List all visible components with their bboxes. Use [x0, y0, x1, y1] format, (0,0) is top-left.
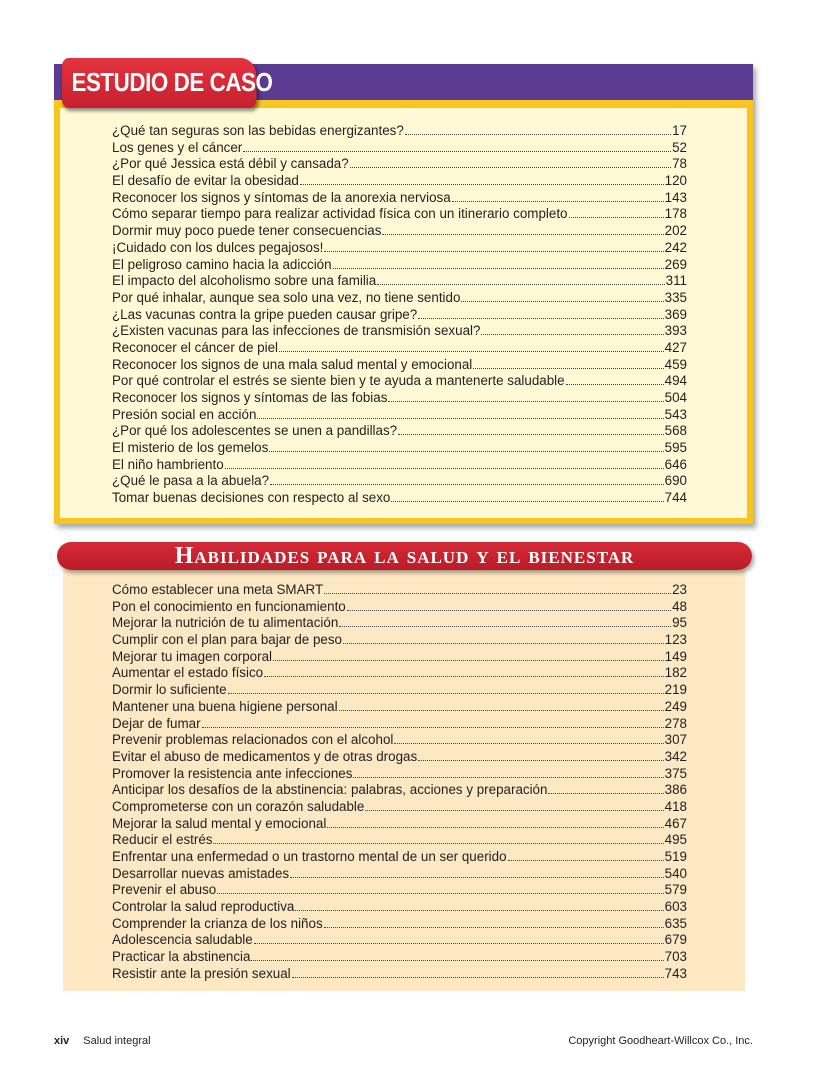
case-study-entry[interactable]	[112, 257, 687, 274]
skills-entry-page: 635	[664, 915, 687, 931]
dot-leader	[461, 291, 663, 302]
footer-left	[54, 1035, 151, 1047]
skills-entry[interactable]	[112, 582, 687, 599]
case-study-entry[interactable]	[112, 140, 687, 157]
case-study-border-right	[747, 100, 753, 524]
dot-leader	[269, 441, 663, 452]
skills-entry[interactable]	[112, 849, 687, 866]
skills-entry-page: 249	[664, 698, 687, 714]
skills-entry-page: 182	[664, 665, 687, 681]
dot-leader	[217, 883, 663, 894]
case-study-entry-page: 17	[672, 123, 687, 138]
case-study-entry-title: ¿Las vacunas contra la gripe pueden causar gripe?	[112, 306, 418, 322]
case-study-entry-title: Presión social en acción	[112, 406, 257, 422]
case-study-entry-page: 459	[664, 356, 687, 372]
skills-entry-title: Evitar el abuso de medicamentos y de otras drogas	[112, 748, 418, 764]
case-study-entry-title: ¿Por qué los adolescentes se unen a pandillas?	[112, 423, 398, 439]
case-study-entry-title: Por qué inhalar, aunque sea solo una vez, no tiene sentido	[112, 289, 461, 305]
skills-entry[interactable]	[112, 682, 687, 699]
skills-entry-page: 342	[664, 748, 687, 764]
skills-entry-page: 679	[664, 932, 687, 948]
case-study-entry-page: 202	[664, 223, 687, 239]
dot-leader	[228, 683, 664, 694]
skills-entry-title: Prevenir problemas relacionados con el alcohol	[112, 732, 394, 748]
case-study-entry[interactable]	[112, 440, 687, 457]
dot-leader	[339, 616, 671, 627]
case-study-entry[interactable]	[112, 390, 687, 407]
skills-entry[interactable]	[112, 615, 687, 632]
case-study-entry-title: El niño hambriento	[112, 456, 224, 472]
skills-entry[interactable]	[112, 949, 687, 966]
skills-entry[interactable]	[112, 816, 687, 833]
case-study-entry-page: 690	[664, 473, 687, 489]
dot-leader	[569, 207, 664, 218]
case-study-entry[interactable]	[112, 223, 687, 240]
case-study-entry-title: Cómo separar tiempo para realizar actividad física con un itinerario completo	[112, 206, 568, 222]
dot-leader	[343, 633, 664, 644]
case-study-entry[interactable]	[112, 123, 687, 140]
case-study-border-bottom	[54, 518, 753, 524]
case-study-entry-title: Dormir muy poco puede tener consecuencias	[112, 223, 382, 239]
skills-entry-page: 307	[664, 732, 687, 748]
case-study-entry-page: 595	[664, 440, 687, 456]
case-study-entry-title: Tomar buenas decisiones con respecto al sexo	[112, 490, 391, 506]
case-study-entry-title: ¡Cuidado con los dulces pegajosos!	[112, 239, 324, 255]
dot-leader	[388, 391, 663, 402]
case-study-entry-page: 242	[664, 239, 687, 255]
skills-entry-title: Prevenir el abuso	[112, 882, 217, 898]
dot-leader	[243, 141, 671, 152]
case-study-entry-page: 543	[664, 406, 687, 422]
skills-entry-title: Dormir lo suficiente	[112, 682, 227, 698]
skills-entry-title: Cómo establecer una meta SMART	[112, 582, 324, 597]
case-study-entry-title: El desafío de evitar la obesidad	[112, 173, 299, 189]
dot-leader	[279, 341, 664, 352]
dot-leader	[418, 308, 663, 319]
dot-leader	[213, 833, 663, 844]
dot-leader	[347, 600, 671, 611]
case-study-title: ESTUDIO DE CASO	[62, 58, 256, 108]
skills-entry[interactable]	[112, 882, 687, 899]
dot-leader	[254, 933, 664, 944]
dot-leader	[292, 967, 664, 978]
dot-leader	[273, 650, 664, 661]
case-study-list	[112, 123, 687, 507]
dot-leader	[324, 583, 671, 594]
skills-entry-title: Adolescencia saludable	[112, 932, 253, 948]
case-study-entry[interactable]	[112, 373, 687, 390]
case-study-entry[interactable]	[112, 273, 687, 290]
case-study-entry-page: 568	[664, 423, 687, 439]
skills-entry-page: 95	[672, 615, 687, 631]
case-study-entry-title: Reconocer los signos y síntomas de la anorexia nerviosa	[112, 189, 451, 205]
skills-entry[interactable]	[112, 665, 687, 682]
skills-entry-title: Desarrollar nuevas amistades	[112, 865, 290, 881]
dot-leader	[300, 174, 664, 185]
dot-leader	[270, 474, 664, 485]
case-study-entry[interactable]	[112, 190, 687, 207]
case-study-entry-title: Los genes y el cáncer	[112, 139, 243, 155]
skills-entry-title: Mejorar tu imagen corporal	[112, 648, 273, 664]
copyright: Copyright Goodheart-Willcox Co., Inc.	[568, 1035, 753, 1047]
case-study-entry-title: ¿Qué tan seguras son las bebidas energizantes?	[112, 123, 404, 138]
case-study-entry-title: Por qué controlar el estrés se siente bien y te ayuda a mantenerte saludable	[112, 373, 565, 389]
case-study-entry-page: 78	[672, 156, 687, 172]
dot-leader	[202, 717, 664, 728]
skills-entry[interactable]	[112, 599, 687, 616]
dot-leader	[295, 900, 663, 911]
case-study-entry[interactable]	[112, 240, 687, 257]
skills-entry[interactable]	[112, 632, 687, 649]
case-study-entry-title: El peligroso camino hacia la adicción	[112, 256, 332, 272]
skills-entry[interactable]	[112, 766, 687, 783]
case-study-entry-title: ¿Por qué Jessica está débil y cansada?	[112, 156, 349, 172]
case-study-entry-page: 143	[664, 189, 687, 205]
case-study-entry-page: 646	[664, 456, 687, 472]
dot-leader	[398, 424, 664, 435]
skills-entry-page: 386	[664, 782, 687, 798]
case-study-entry[interactable]	[112, 290, 687, 307]
dot-leader	[350, 157, 671, 168]
case-study-entry[interactable]	[112, 173, 687, 190]
skills-entry[interactable]	[112, 649, 687, 666]
dot-leader	[339, 700, 664, 711]
case-study-entry-page: 369	[664, 306, 687, 322]
skills-entry-title: Aumentar el estado físico	[112, 665, 264, 681]
skills-entry-title: Mantener una buena higiene personal	[112, 698, 338, 714]
skills-entry-page: 519	[664, 849, 687, 864]
skills-entry-title: Resistir ante la presión sexual	[112, 965, 291, 981]
dot-leader	[394, 733, 663, 744]
skills-entry-page: 278	[664, 715, 687, 731]
skills-entry-title: Controlar la salud reproductiva	[112, 899, 295, 915]
case-study-entry-page: 335	[664, 289, 687, 305]
skills-entry[interactable]	[112, 782, 687, 799]
skills-entry[interactable]	[112, 916, 687, 933]
skills-entry-page: 540	[664, 865, 687, 881]
case-study-entry[interactable]	[112, 206, 687, 223]
skills-entry-title: Practicar la abstinencia	[112, 949, 251, 965]
skills-entry-title: Enfrentar una enfermedad o un trastorno mental de un ser querido	[112, 849, 507, 864]
dot-leader	[290, 867, 664, 878]
skills-entry-page: 467	[664, 815, 687, 831]
skills-entry-page: 149	[664, 648, 687, 664]
case-study-entry-page: 269	[664, 256, 687, 272]
skills-entry[interactable]	[112, 966, 687, 983]
dot-leader	[391, 491, 663, 502]
dot-leader	[251, 950, 663, 961]
dot-leader	[257, 408, 663, 419]
case-study-entry[interactable]	[112, 423, 687, 440]
case-study-entry-title: ¿Existen vacunas para las infecciones de transmisión sexual?	[112, 323, 481, 339]
dot-leader	[473, 358, 663, 369]
case-study-entry-page: 120	[664, 173, 687, 189]
dot-leader	[353, 767, 663, 778]
skills-entry[interactable]	[112, 866, 687, 883]
case-study-entry[interactable]	[112, 307, 687, 324]
dot-leader	[365, 800, 663, 811]
dot-leader	[508, 850, 664, 861]
case-study-entry-title: Reconocer los signos de una mala salud mental y emocional	[112, 356, 473, 372]
case-study-border-left	[54, 100, 60, 524]
skills-entry[interactable]	[112, 799, 687, 816]
skills-entry-title: Mejorar la nutrición de tu alimentación	[112, 615, 339, 631]
skills-entry[interactable]	[112, 749, 687, 766]
skills-entry-page: 743	[664, 965, 687, 981]
case-study-entry[interactable]	[112, 490, 687, 507]
dot-leader	[324, 241, 663, 252]
skills-entry-page: 418	[664, 798, 687, 814]
dot-leader	[225, 458, 664, 469]
dot-leader	[452, 191, 664, 202]
dot-leader	[264, 666, 664, 677]
case-study-entry-title: Reconocer el cáncer de piel	[112, 339, 278, 355]
dot-leader	[548, 783, 663, 794]
case-study-entry-page: 393	[664, 323, 687, 339]
case-study-entry[interactable]	[112, 473, 687, 490]
case-study-entry-page: 311	[665, 273, 687, 289]
case-study-entry-title: El misterio de los gemelos	[112, 440, 269, 456]
dot-leader	[324, 917, 664, 928]
skills-entry-title: Anticipar los desafíos de la abstinencia: palabras, acciones y preparación	[112, 782, 548, 798]
dot-leader	[566, 374, 664, 385]
page-number: xiv	[54, 1035, 70, 1047]
skills-entry-page: 703	[664, 949, 687, 965]
skills-entry[interactable]	[112, 832, 687, 849]
dot-leader	[481, 324, 663, 335]
dot-leader	[333, 258, 664, 269]
skills-entry[interactable]	[112, 899, 687, 916]
skills-entry[interactable]	[112, 932, 687, 949]
skills-entry-page: 495	[664, 832, 687, 848]
dot-leader	[377, 274, 664, 285]
case-study-entry-page: 52	[672, 139, 687, 155]
case-study-entry-title: El impacto del alcoholismo sobre una familia	[112, 273, 377, 289]
skills-list	[112, 582, 687, 983]
skills-entry-page: 579	[664, 882, 687, 898]
case-study-entry[interactable]	[112, 407, 687, 424]
case-study-entry-page: 504	[664, 390, 687, 405]
dot-leader	[405, 124, 671, 135]
case-study-entry-title: ¿Qué le pasa a la abuela?	[112, 473, 270, 489]
skills-entry-page: 123	[664, 632, 687, 648]
skills-entry-title: Mejorar la salud mental y emocional	[112, 815, 327, 831]
case-study-entry-page: 744	[664, 490, 687, 506]
skills-entry-title: Promover la resistencia ante infecciones	[112, 765, 353, 781]
skills-entry-page: 48	[672, 598, 687, 614]
case-study-entry-page: 494	[664, 373, 687, 389]
skills-entry-title: Pon el conocimiento en funcionamiento	[112, 598, 346, 614]
dot-leader	[327, 817, 663, 828]
skills-entry-title: Comprender la crianza de los niños	[112, 915, 323, 931]
skills-title: Habilidades para la salud y el bienestar	[57, 542, 752, 570]
case-study-entry[interactable]	[112, 323, 687, 340]
skills-entry[interactable]	[112, 716, 687, 733]
skills-entry-title: Dejar de fumar	[112, 715, 201, 731]
case-study-entry-page: 427	[664, 339, 687, 355]
skills-entry-title: Comprometerse con un corazón saludable	[112, 798, 365, 814]
skills-entry-page: 603	[664, 899, 687, 915]
case-study-entry[interactable]	[112, 357, 687, 374]
skills-entry-title: Reducir el estrés	[112, 832, 213, 848]
dot-leader	[382, 224, 663, 235]
dot-leader	[418, 750, 663, 761]
case-study-entry-title: Reconocer los signos y síntomas de las fobias	[112, 390, 388, 405]
skills-entry-page: 23	[672, 582, 687, 597]
case-study-entry[interactable]	[112, 340, 687, 357]
skills-entry-page: 219	[664, 682, 687, 698]
case-study-entry[interactable]	[112, 457, 687, 474]
skills-entry[interactable]	[112, 699, 687, 716]
skills-entry-title: Cumplir con el plan para bajar de peso	[112, 632, 343, 648]
skills-entry[interactable]	[112, 732, 687, 749]
case-study-entry[interactable]	[112, 156, 687, 173]
book-title: Salud integral	[83, 1035, 151, 1047]
skills-entry-page: 375	[664, 765, 687, 781]
case-study-entry-page: 178	[664, 206, 687, 222]
